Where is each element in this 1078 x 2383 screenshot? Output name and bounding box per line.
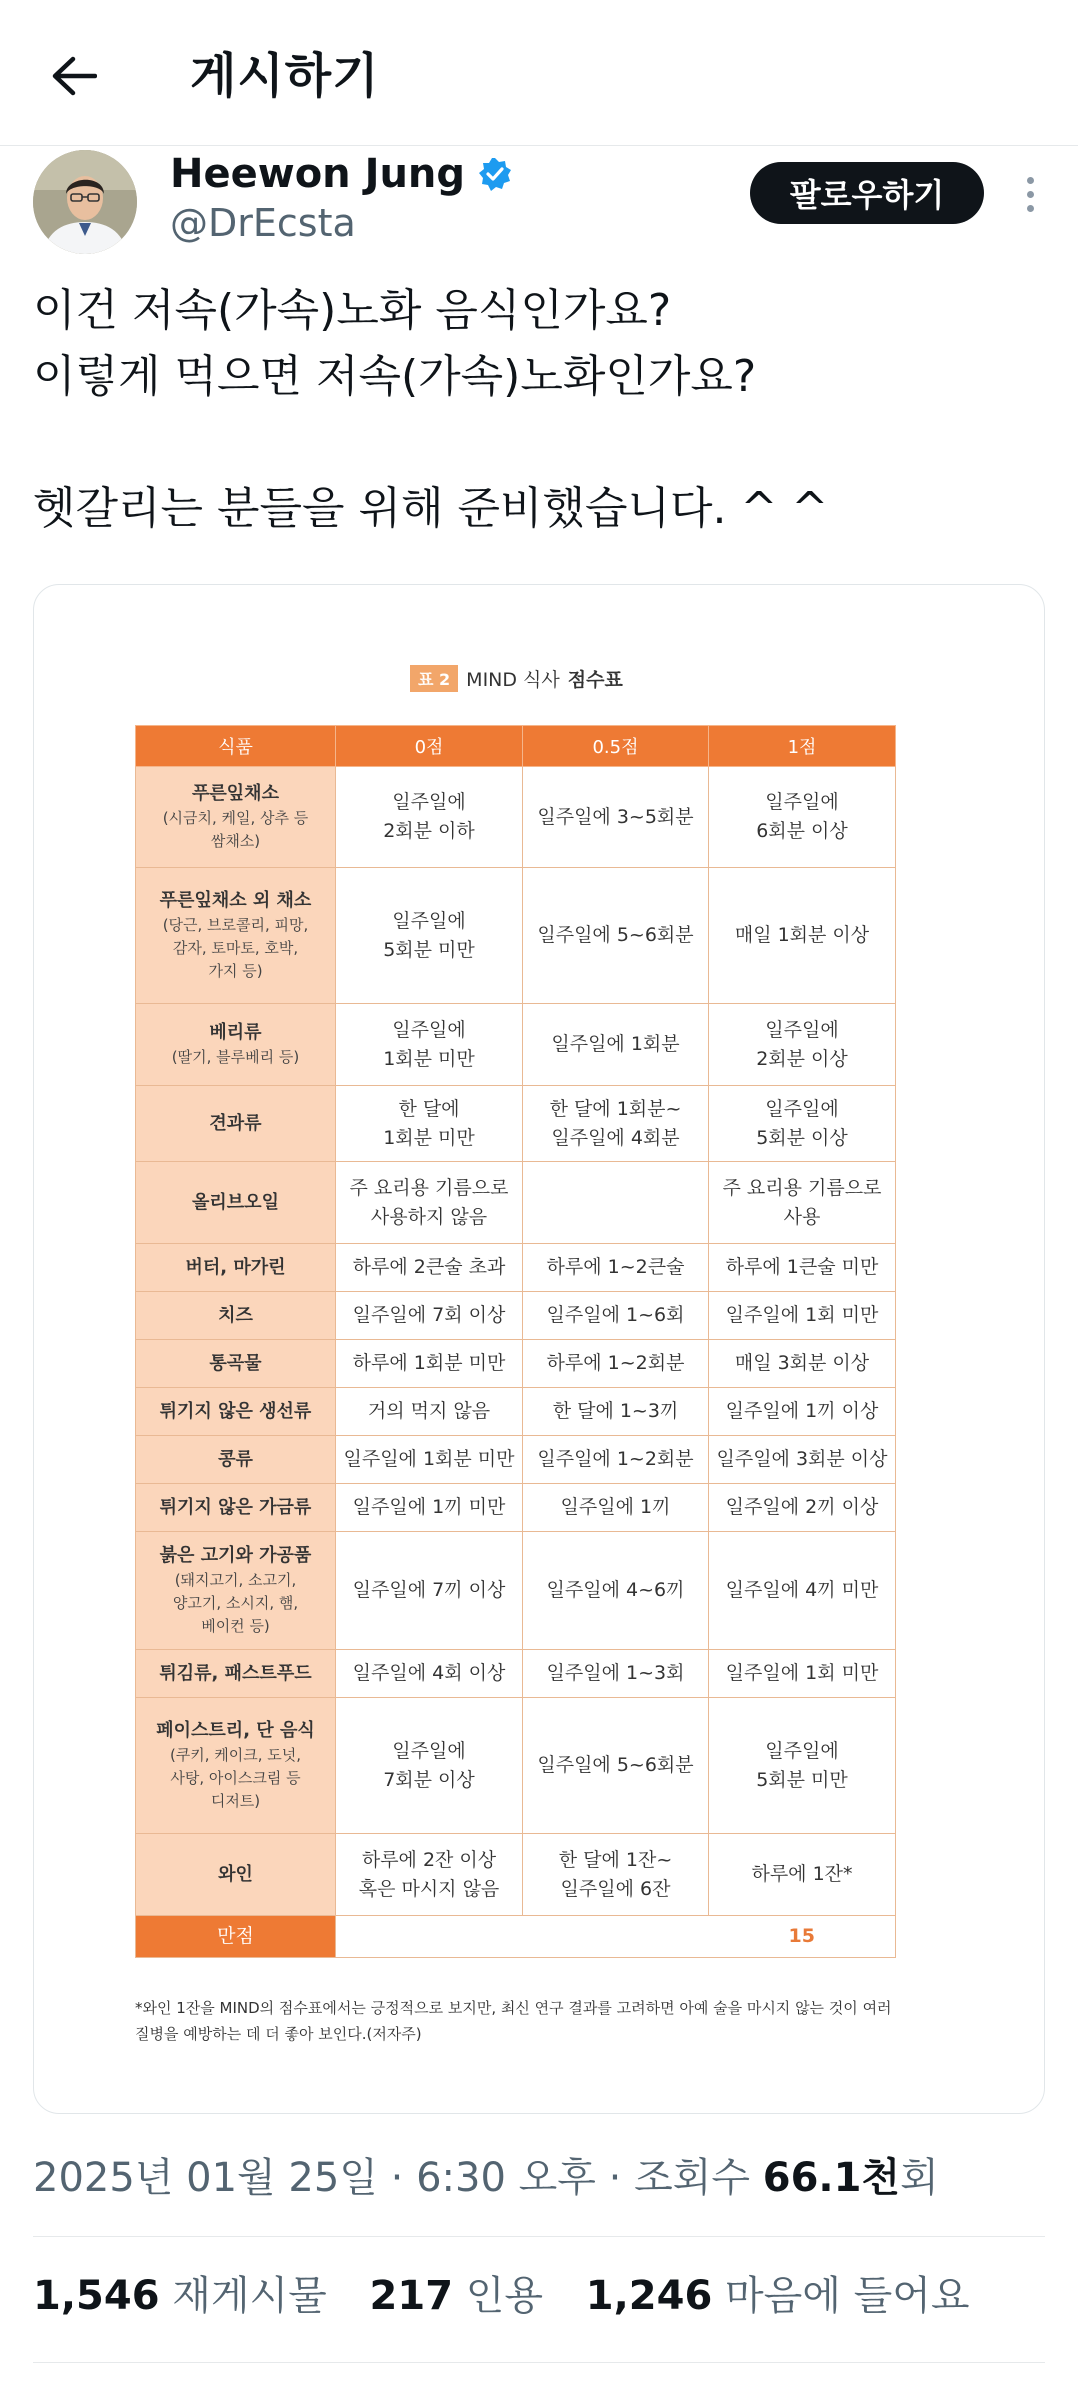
score-0-cell: 일주일에 1회분 미만 — [336, 1436, 523, 1484]
score-0-cell: 일주일에 5회분 미만 — [336, 868, 523, 1004]
food-cell — [136, 1484, 336, 1532]
food-cell — [136, 1292, 336, 1340]
table-row — [136, 1484, 896, 1532]
views-suffix: 회 — [900, 2155, 939, 2201]
total-label: 만점 — [136, 1916, 336, 1958]
reposts-stat[interactable] — [33, 2273, 327, 2319]
post-date[interactable]: 2025년 01월 25일 — [33, 2155, 378, 2201]
score-0-cell: 한 달에 1회분 미만 — [336, 1086, 523, 1162]
author-name-text: Heewon Jung — [170, 151, 466, 197]
table-row — [136, 1292, 896, 1340]
score-1-cell: 일주일에 1회 미만 — [709, 1292, 896, 1340]
food-name: 페이스트리, 단 음식 — [156, 1720, 315, 1741]
food-name: 와인 — [218, 1863, 253, 1885]
header-score-1: 1점 — [709, 726, 896, 767]
views-value: 66.1천 — [762, 2155, 901, 2201]
table-row — [136, 1532, 896, 1650]
table-title — [410, 665, 623, 692]
total-empty-cell — [336, 1916, 523, 1958]
table-header-row — [136, 726, 896, 767]
table-row — [136, 868, 896, 1004]
score-05-cell: 한 달에 1회분~ 일주일에 4회분 — [523, 1086, 709, 1162]
food-cell — [136, 1834, 336, 1916]
table-row — [136, 1340, 896, 1388]
score-05-cell: 일주일에 1~3회 — [523, 1650, 709, 1698]
score-0-cell: 일주일에 2회분 이하 — [336, 767, 523, 868]
table-row — [136, 1650, 896, 1698]
score-0-cell: 일주일에 1회분 미만 — [336, 1004, 523, 1086]
food-name: 푸른잎채소 — [192, 783, 279, 804]
table-row — [136, 1086, 896, 1162]
food-examples: (딸기, 블루베리 등) — [171, 1048, 300, 1066]
score-1-cell: 하루에 1큰술 미만 — [709, 1244, 896, 1292]
post-image[interactable] — [33, 584, 1045, 2114]
food-cell — [136, 1244, 336, 1292]
verified-badge-icon — [477, 156, 513, 192]
food-examples: (당근, 브로콜리, 피망, 감자, 토마토, 호박, 가지 등) — [162, 916, 309, 980]
table-row — [136, 1004, 896, 1086]
score-1-cell: 매일 3회분 이상 — [709, 1340, 896, 1388]
food-examples: (쿠키, 케이크, 도넛, 사탕, 아이스크림 등 디저트) — [169, 1746, 302, 1810]
score-05-cell: 일주일에 5~6회분 — [523, 868, 709, 1004]
score-1-cell: 일주일에 4끼 미만 — [709, 1532, 896, 1650]
food-name: 올리브오일 — [192, 1191, 279, 1213]
table-row — [136, 767, 896, 868]
score-1-cell: 일주일에 5회분 미만 — [709, 1698, 896, 1834]
post-meta — [33, 2150, 939, 2206]
food-cell — [136, 868, 336, 1004]
food-name: 버터, 마가린 — [185, 1256, 286, 1278]
food-name: 치즈 — [218, 1304, 253, 1326]
table-title-bold: 점수표 — [567, 669, 623, 691]
score-0-cell: 일주일에 1끼 미만 — [336, 1484, 523, 1532]
post-line: 이건 저속(가속)노화 음식인가요? — [33, 285, 672, 336]
table-row — [136, 1388, 896, 1436]
post-line-blank — [33, 410, 1043, 476]
score-0-cell: 일주일에 4회 이상 — [336, 1650, 523, 1698]
score-0-cell: 하루에 1회분 미만 — [336, 1340, 523, 1388]
more-dot-icon — [1027, 205, 1034, 212]
divider — [33, 2236, 1045, 2237]
table-title-prefix: MIND 식사 — [466, 669, 560, 691]
food-cell — [136, 1086, 336, 1162]
food-name: 푸른잎채소 외 채소 — [159, 890, 312, 911]
total-value: 15 — [709, 1916, 896, 1958]
author-handle[interactable]: @DrEcsta — [170, 201, 356, 245]
food-cell — [136, 1004, 336, 1086]
follow-button[interactable]: 팔로우하기 — [750, 162, 984, 224]
divider — [33, 2362, 1045, 2363]
score-1-cell: 일주일에 5회분 이상 — [709, 1086, 896, 1162]
score-05-cell: 한 달에 1~3끼 — [523, 1388, 709, 1436]
table-body — [136, 767, 896, 1958]
food-cell — [136, 1436, 336, 1484]
score-1-cell: 매일 1회분 이상 — [709, 868, 896, 1004]
food-cell — [136, 1162, 336, 1244]
score-1-cell: 일주일에 2끼 이상 — [709, 1484, 896, 1532]
food-name: 통곡물 — [209, 1352, 262, 1374]
likes-count: 1,246 — [585, 2273, 713, 2319]
table-footnote: *와인 1잔을 MIND의 점수표에서는 긍정적으로 보지만, 최신 연구 결과를 고려하면 아예 술을 마시지 않는 것이 여러 질병을 예방하는 데 더 좋아 보인다.(저자주) — [135, 1999, 892, 2043]
score-05-cell: 일주일에 3~5회분 — [523, 767, 709, 868]
food-name: 튀김류, 패스트푸드 — [159, 1662, 312, 1684]
engagement-stats — [33, 2268, 970, 2324]
food-name: 붉은 고기와 가공품 — [159, 1545, 312, 1566]
score-05-cell: 하루에 1~2회분 — [523, 1340, 709, 1388]
score-1-cell: 일주일에 6회분 이상 — [709, 767, 896, 868]
score-05-cell: 일주일에 1~6회 — [523, 1292, 709, 1340]
score-05-cell: 일주일에 5~6회분 — [523, 1698, 709, 1834]
food-cell — [136, 1532, 336, 1650]
table-tag: 표 2 — [410, 665, 458, 692]
reposts-count: 1,546 — [33, 2273, 160, 2319]
food-cell — [136, 1650, 336, 1698]
top-bar — [0, 0, 1078, 146]
table-total-row — [136, 1916, 896, 1958]
score-05-cell: 일주일에 1회분 — [523, 1004, 709, 1086]
quotes-count: 217 — [369, 2273, 454, 2319]
food-examples: (돼지고기, 소고기, 양고기, 소시지, 햄, 베이컨 등) — [172, 1571, 299, 1635]
profile-photo-icon — [33, 150, 137, 254]
total-empty-cell — [523, 1916, 709, 1958]
mind-score-table — [135, 725, 896, 1958]
food-name: 콩류 — [218, 1448, 253, 1470]
score-0-cell: 일주일에 7회 이상 — [336, 1292, 523, 1340]
score-05-cell: 일주일에 1~2회분 — [523, 1436, 709, 1484]
arrow-left-icon — [51, 56, 97, 96]
food-name: 튀기지 않은 생선류 — [159, 1400, 312, 1422]
more-dot-icon — [1027, 191, 1034, 198]
more-options-button[interactable] — [1010, 166, 1050, 222]
food-examples: (시금치, 케일, 상추 등 쌈채소) — [162, 809, 309, 850]
post-time[interactable]: 6:30 오후 — [416, 2155, 596, 2201]
score-0-cell: 거의 먹지 않음 — [336, 1388, 523, 1436]
header-food: 식품 — [136, 726, 336, 767]
score-1-cell: 주 요리용 기름으로 사용 — [709, 1162, 896, 1244]
avatar[interactable] — [33, 150, 137, 254]
header-score-0: 0점 — [336, 726, 523, 767]
food-name: 베리류 — [209, 1022, 262, 1043]
food-name: 견과류 — [209, 1112, 262, 1134]
reposts-label: 재게시물 — [172, 2273, 327, 2319]
score-05-cell — [523, 1162, 709, 1244]
header-score-05: 0.5점 — [523, 726, 709, 767]
food-cell — [136, 1698, 336, 1834]
score-0-cell: 하루에 2큰술 초과 — [336, 1244, 523, 1292]
quotes-label: 인용 — [465, 2273, 544, 2319]
score-0-cell: 주 요리용 기름으로 사용하지 않음 — [336, 1162, 523, 1244]
table-row — [136, 1436, 896, 1484]
post-line: 헷갈리는 분들을 위해 준비했습니다. ^ ^ — [33, 483, 829, 534]
score-1-cell: 일주일에 1회 미만 — [709, 1650, 896, 1698]
author-name[interactable] — [170, 148, 513, 200]
views-label: 조회수 — [634, 2155, 751, 2201]
score-1-cell: 일주일에 1끼 이상 — [709, 1388, 896, 1436]
score-1-cell: 일주일에 3회분 이상 — [709, 1436, 896, 1484]
score-05-cell: 일주일에 4~6끼 — [523, 1532, 709, 1650]
score-0-cell: 일주일에 7끼 이상 — [336, 1532, 523, 1650]
food-cell — [136, 767, 336, 868]
score-05-cell: 일주일에 1끼 — [523, 1484, 709, 1532]
score-0-cell: 하루에 2잔 이상 혹은 마시지 않음 — [336, 1834, 523, 1916]
back-button[interactable] — [44, 46, 104, 106]
score-1-cell: 일주일에 2회분 이상 — [709, 1004, 896, 1086]
likes-stat[interactable] — [586, 2273, 970, 2319]
likes-label: 마음에 들어요 — [725, 2273, 970, 2319]
score-05-cell: 하루에 1~2큰술 — [523, 1244, 709, 1292]
food-cell — [136, 1340, 336, 1388]
separator-dot: · — [608, 2155, 635, 2201]
table-row — [136, 1162, 896, 1244]
food-cell — [136, 1388, 336, 1436]
post-text — [33, 278, 1043, 542]
post-line: 이렇게 먹으면 저속(가속)노화인가요? — [33, 351, 757, 402]
score-1-cell: 하루에 1잔* — [709, 1834, 896, 1916]
page-title: 게시하기 — [190, 48, 380, 104]
food-name: 튀기지 않은 가금류 — [159, 1496, 312, 1518]
quotes-stat[interactable] — [370, 2273, 544, 2319]
score-05-cell: 한 달에 1잔~ 일주일에 6잔 — [523, 1834, 709, 1916]
table-row — [136, 1834, 896, 1916]
more-dot-icon — [1027, 177, 1034, 184]
score-0-cell: 일주일에 7회분 이상 — [336, 1698, 523, 1834]
separator-dot: · — [390, 2155, 417, 2201]
table-row — [136, 1244, 896, 1292]
table-row — [136, 1698, 896, 1834]
